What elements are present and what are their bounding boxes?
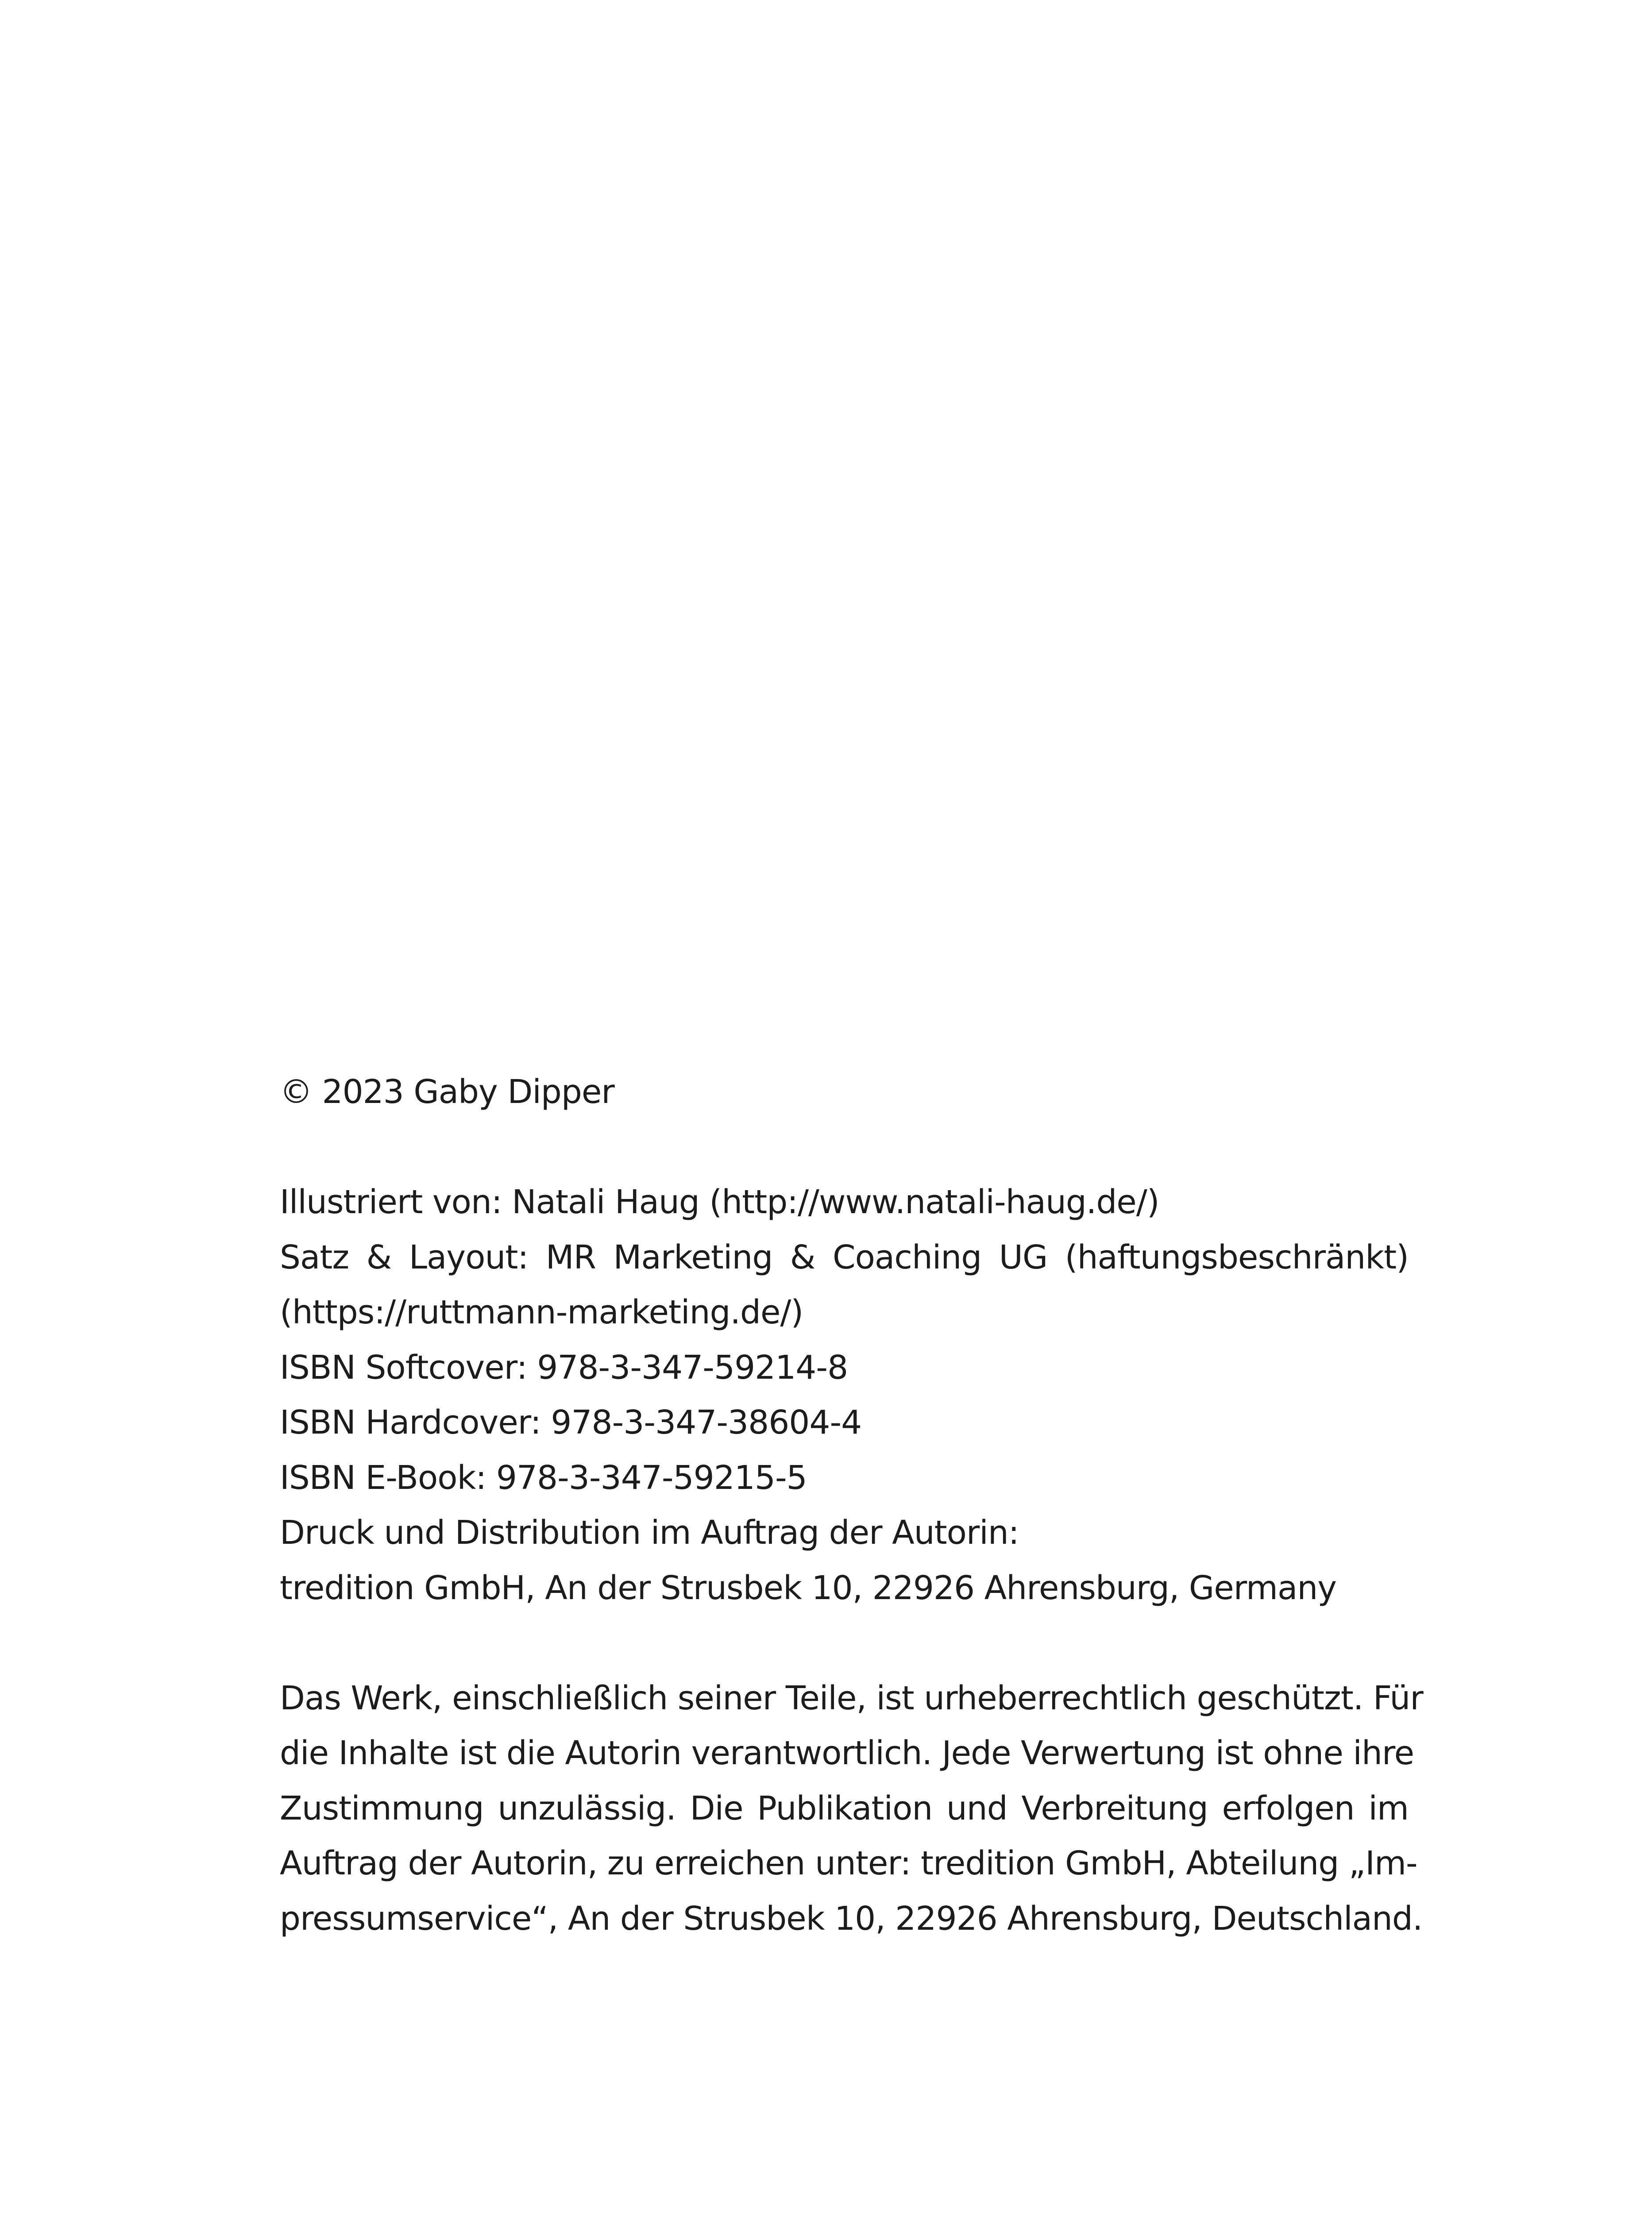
legal-text-line: Auftrag der Autorin, zu erreichen unter: tredition GmbH, Abteilung „Im- [280, 1844, 1417, 1882]
isbn-hardcover: ISBN Hardcover: 978-3-347-38604-4 [280, 1403, 862, 1442]
legal-text-line: pressumservice“, An der Strusbek 10, 22926 Ahrensburg, Deutschland. [280, 1899, 1423, 1938]
paragraph-gap [280, 1615, 1409, 1671]
paragraph-gap [280, 1120, 1409, 1175]
layout-credit-url: (https://ruttmann-marketing.de/) [280, 1293, 803, 1331]
layout-credit: Satz & Layout: MR Marketing & Coaching UG (haftungsbeschränkt) [280, 1238, 1409, 1276]
imprint-block [280, 1064, 1423, 1946]
isbn-ebook: ISBN E-Book: 978-3-347-59215-5 [280, 1458, 807, 1497]
publisher-address: tredition GmbH, An der Strusbek 10, 22926 Ahrensburg, Germany [280, 1569, 1337, 1607]
legal-text-line: Das Werk, einschließlich seiner Teile, ist urheberrechtlich geschützt. Für [280, 1679, 1423, 1717]
illustrator-credit: Illustriert von: Natali Haug (http://www.natali-haug.de/) [280, 1183, 1159, 1221]
isbn-softcover: ISBN Softcover: 978-3-347-59214-8 [280, 1348, 848, 1387]
distribution-note: Druck und Distribution im Auftrag der Autorin: [280, 1514, 1019, 1552]
copyright-line: © 2023 Gaby Dipper [280, 1073, 614, 1111]
legal-text-line: Zustimmung unzulässig. Die Publikation und Verbreitung erfolgen im [280, 1789, 1409, 1827]
legal-text-line: die Inhalte ist die Autorin verantwortlich. Jede Verwertung ist ohne ihre [280, 1734, 1414, 1772]
